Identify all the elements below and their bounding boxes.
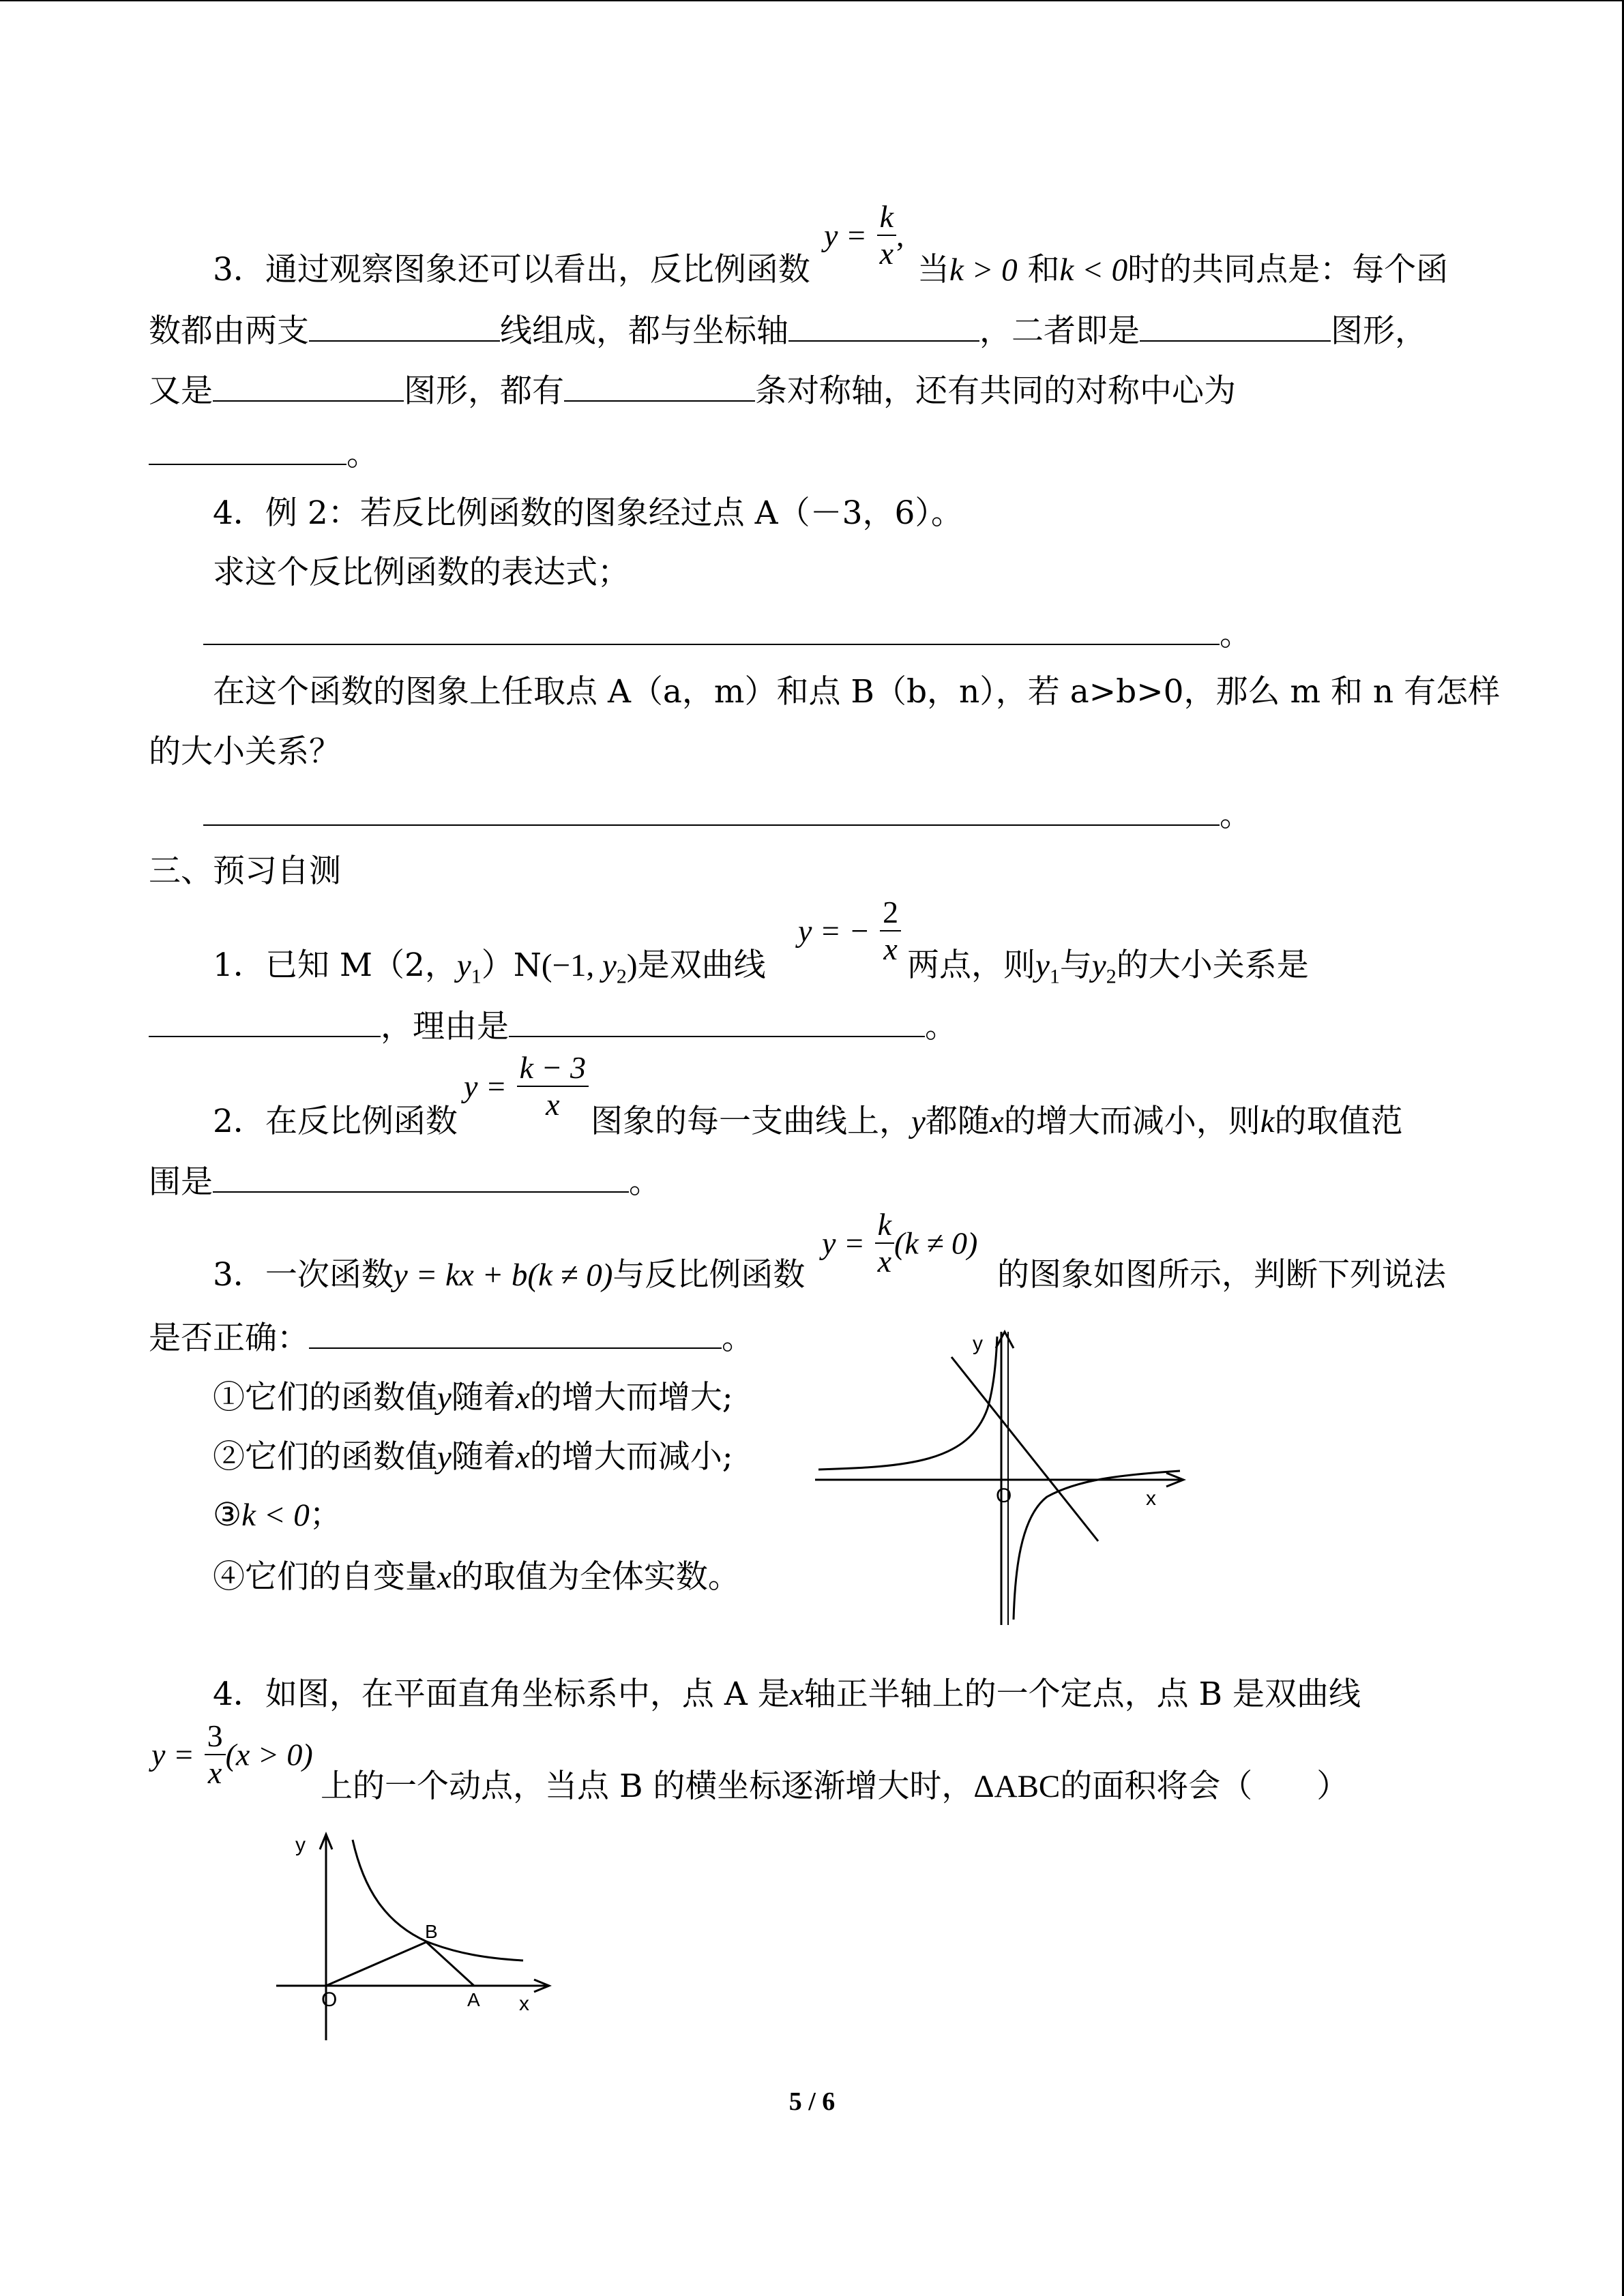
hyperbola-curve bbox=[353, 1840, 523, 1960]
answer-blank[interactable] bbox=[213, 370, 404, 402]
section-title: 三、预习自测 bbox=[149, 852, 341, 890]
st-q2-line2: 围是 。 bbox=[149, 1161, 661, 1203]
point-b-label: B bbox=[425, 1921, 438, 1942]
answer-blank[interactable] bbox=[564, 370, 755, 402]
st-q3-option-4: ④它们的自变量x的取值为全体实数。 bbox=[213, 1558, 740, 1596]
y-axis-label: y bbox=[295, 1834, 306, 1856]
st-q3-line1: 3．一次函数y = kx + b(k ≠ 0)与反比例函数 bbox=[213, 1256, 806, 1294]
answer-blank[interactable] bbox=[203, 794, 1220, 826]
q4-line3: 。 bbox=[203, 614, 1252, 655]
st-q1-line1-cont: 两点，则$y_1$与$y_2$的大小关系是 bbox=[907, 946, 1309, 988]
st-q2-formula: y = $\frac{k - 3}{x}$ bbox=[464, 1050, 589, 1122]
st-q4-formula: y = $\frac{3}{x}$ (x > 0) bbox=[151, 1718, 313, 1790]
q3-line4: 。 bbox=[149, 434, 379, 475]
q3-formula-y-k-over-x: y = $\frac{k}{x}$ , bbox=[824, 199, 904, 271]
st-q3-formula: y = $\frac{k}{x}$ (k ≠ 0) bbox=[822, 1207, 978, 1279]
answer-blank[interactable] bbox=[309, 310, 500, 342]
q3-line1-cont: 当k > 0 和k < 0时的共同点是：每个函 bbox=[917, 251, 1449, 288]
hyperbola-branch-left bbox=[818, 1337, 997, 1470]
st-q2-line1: 2．在反比例函数 bbox=[213, 1103, 458, 1140]
q4-line5: 的大小关系？ bbox=[149, 733, 341, 771]
x-axis-label: x bbox=[519, 1993, 529, 2015]
answer-blank[interactable] bbox=[788, 310, 979, 342]
answer-blank[interactable] bbox=[149, 1006, 381, 1037]
answer-blank[interactable] bbox=[149, 434, 346, 465]
q3-line3: 又是 图形，都有 条对称轴，还有共同的对称中心为 bbox=[149, 370, 1236, 412]
answer-blank[interactable] bbox=[1140, 310, 1331, 342]
st-q1-line2: ，理由是 。 bbox=[149, 1006, 957, 1047]
x-axis-label: x bbox=[1146, 1487, 1156, 1510]
st-q3-graph bbox=[812, 1326, 1194, 1633]
q3-line1: 3．通过观察图象还可以看出，反比例函数 bbox=[213, 251, 810, 288]
answer-blank[interactable] bbox=[309, 1317, 722, 1349]
y-axis-label: y bbox=[973, 1332, 983, 1355]
y-axis bbox=[996, 1332, 1014, 1625]
segment-ob bbox=[326, 1942, 426, 1986]
answer-blank[interactable] bbox=[203, 614, 1220, 645]
st-q4-graph bbox=[276, 1828, 563, 2049]
st-q3-option-1: ①它们的函数值y随着x的增大而增大; bbox=[213, 1379, 733, 1416]
q4-line4: 在这个函数的图象上任取点 A（a，m）和点 B（b，n），若 a>b>0，那么 m 和 n 有怎样 bbox=[213, 673, 1501, 711]
q4-line6: 。 bbox=[203, 794, 1252, 836]
q4-line1: 4．例 2：若反比例函数的图象经过点 A（－3，6）。 bbox=[213, 494, 963, 532]
answer-blank[interactable] bbox=[509, 1006, 925, 1037]
x-axis bbox=[276, 1980, 549, 1992]
st-q3-option-2: ②它们的函数值y随着x的增大而减小; bbox=[213, 1438, 733, 1476]
st-q1-formula: y = − $\frac{2}{x}$ bbox=[798, 895, 901, 967]
origin-label: O bbox=[996, 1485, 1012, 1507]
q3-line2: 数都由两支 线组成，都与坐标轴 ，二者即是 图形， bbox=[149, 310, 1427, 352]
page-number: 5 / 6 bbox=[788, 2087, 836, 2116]
st-q2-line1-cont: 图象的每一支曲线上，y都随x的增大而减小，则k的取值范 bbox=[591, 1103, 1403, 1140]
q4-line2: 求这个反比例函数的表达式； bbox=[213, 554, 630, 591]
st-q4-line2: 上的一个动点，当点 B 的横坐标逐渐增大时，ΔABC的面积将会（ ） bbox=[321, 1768, 1349, 1805]
answer-blank[interactable] bbox=[213, 1161, 629, 1193]
point-a-label: A bbox=[467, 1989, 480, 2010]
st-q3-line1-cont: 的图象如图所示，判断下列说法 bbox=[997, 1256, 1446, 1294]
st-q4-line1: 4．如图，在平面直角坐标系中，点 A 是x轴正半轴上的一个定点，点 B 是双曲线 bbox=[213, 1675, 1361, 1713]
st-q1-line1: 1．已知 M（2，$y_1)N(-1$, $y_2$)是双曲线 bbox=[213, 946, 766, 988]
linear-function-line bbox=[951, 1357, 1098, 1541]
st-q3-option-3: ③k < 0； bbox=[213, 1496, 342, 1534]
page-top-border bbox=[0, 0, 1624, 1]
st-q3-line2: 是否正确： 。 bbox=[149, 1317, 754, 1359]
origin-label: O bbox=[321, 1988, 338, 2011]
